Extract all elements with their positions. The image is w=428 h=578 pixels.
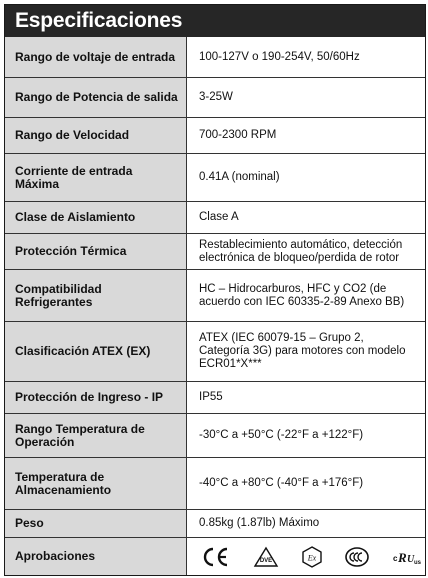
svg-text:us: us — [414, 559, 421, 566]
table-row — [5, 37, 425, 77]
table-row — [5, 381, 425, 413]
table-row — [5, 201, 425, 233]
specifications-sheet — [4, 4, 426, 576]
table-row — [5, 77, 425, 117]
row-value: -40°C a +80°C (-40°F a +176°F) — [199, 477, 364, 489]
table-row — [5, 457, 425, 509]
table-row — [5, 321, 425, 381]
row-label: Rango de voltaje de entrada — [5, 37, 187, 77]
row-value: HC – Hidrocarburos, HFC y CO2 (de acuerdo con IEC 60335-2-89 Anexo BB) — [199, 282, 405, 308]
row-value: ATEX (IEC 60079-15 – Grupo 2, Categoría 3G) para motores con modelo ECR01*X*** — [199, 332, 406, 370]
row-label: Rango de Potencia de salida — [5, 78, 187, 117]
approvals-icons — [187, 538, 425, 575]
row-label: Clasificación ATEX (EX) — [5, 322, 187, 381]
row-value: 0.41A (nominal) — [199, 171, 280, 183]
table-row — [5, 269, 425, 321]
svg-text:Ex: Ex — [307, 553, 317, 562]
svg-text:U: U — [407, 553, 415, 565]
table-row — [5, 537, 425, 575]
table-row — [5, 153, 425, 201]
row-value: Clase A — [199, 211, 239, 223]
row-value: Restablecimiento automático, detección electrónica de bloqueo/perdida de rotor — [199, 238, 403, 264]
ccc-mark-icon — [345, 546, 369, 568]
row-label: Temperatura de Almacenamiento — [5, 458, 187, 509]
svg-text:c: c — [393, 553, 398, 563]
table-row — [5, 413, 425, 457]
row-label: Rango de Velocidad — [5, 118, 187, 153]
row-label: Peso — [5, 510, 187, 537]
row-value: 100-127V o 190-254V, 50/60Hz — [199, 50, 360, 63]
vde-mark-icon — [253, 546, 279, 568]
row-value: 0.85kg (1.87lb) Máximo — [199, 517, 320, 529]
row-value: 3-25W — [199, 91, 233, 103]
table-row — [5, 233, 425, 269]
row-value: -30°C a +50°C (-22°F a +122°F) — [199, 429, 364, 441]
row-value: 700-2300 RPM — [199, 129, 277, 141]
cru-us-mark-icon — [391, 546, 421, 568]
page-title: Especificaciones — [5, 5, 425, 37]
ex-atex-mark-icon — [301, 546, 323, 568]
row-label: Corriente de entrada Máxima — [5, 154, 187, 201]
svg-text:R: R — [398, 549, 407, 565]
row-value: IP55 — [199, 391, 223, 403]
row-label: Compatibilidad Refrigerantes — [5, 270, 187, 321]
row-label: Protección de Ingreso - IP — [5, 382, 187, 413]
svg-text:DVE: DVE — [259, 557, 273, 564]
table-row — [5, 117, 425, 153]
row-label: Protección Térmica — [5, 234, 187, 269]
row-label: Rango Temperatura de Operación — [5, 414, 187, 457]
ce-mark-icon — [201, 546, 231, 568]
row-label: Clase de Aislamiento — [5, 202, 187, 233]
row-label: Aprobaciones — [5, 538, 187, 575]
table-row — [5, 509, 425, 537]
